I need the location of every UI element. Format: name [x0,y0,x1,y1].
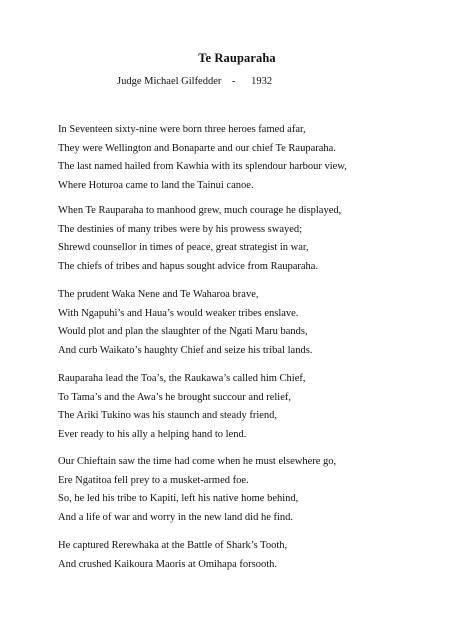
poem-line: And a life of war and worry in the new land did he find. [58,512,294,524]
poem-line: He captured Rerewhaka at the Battle of Shark’s Tooth, [58,540,288,551]
poem-year: 1932 [251,76,273,87]
poem-line: Would plot and plan the slaughter of the Ngati Maru bands, [58,326,308,338]
author-name: Judge Michael Gilfedder [117,76,222,87]
stanza-3 [58,286,458,361]
poem-line: To Tama’s and the Awa’s he brought succour and relief, [58,391,291,403]
stanza-1 [58,121,458,196]
poem-title: Te Rauparaha [198,51,276,65]
poem-line: And crushed Kaikoura Maoris at Omihapa forsooth. [58,558,277,570]
poem-line: They were Wellington and Bonaparte and our chief Te Rauparaha. [58,142,336,154]
stanza-4 [58,370,458,445]
poem-line: So, he led his tribe to Kapiti, left his native home behind, [58,493,299,505]
poem-line: Ever ready to his ally a helping hand to lend. [58,429,247,441]
stanza-5 [58,453,458,528]
poem-line: Rauparaha lead the Toa’s, the Raukawa’s called him Chief, [58,373,306,384]
poem-line: And curb Waikato’s haughty Chief and seize his tribal lands. [58,345,313,357]
stanza-2 [58,202,458,277]
byline-separator: - [231,76,236,87]
poem-line: The prudent Waka Nene and Te Waharoa brave, [58,289,259,300]
poem-line: With Ngapuhi’s and Haua’s would weaker tribes enslave. [58,307,299,319]
poem-line: Where Hoturoa came to land the Tainui canoe. [58,180,254,192]
poem-line: The Ariki Tukino was his staunch and steady friend, [58,410,278,422]
poem-line: Our Chieftain saw the time had come when he must elsewhere go, [58,456,337,467]
poem-line: The chiefs of tribes and hapus sought advice from Rauparaha. [58,261,319,273]
poem-line: Shrewd counsellor in times of peace, great strategist in war, [58,242,309,254]
poem-line: Ere Ngatitoa fell prey to a musket-armed foe. [58,474,249,486]
poem-line: When Te Rauparaha to manhood grew, much courage he displayed, [58,205,342,216]
stanza-6 [58,537,458,574]
poem-line: In Seventeen sixty-nine were born three heroes famed afar, [58,124,306,135]
poem-byline [117,76,272,87]
poem-line: The destinies of many tribes were by his prowess swayed; [58,223,303,235]
poem-line: The last named hailed from Kawhia with its splendour harbour view, [58,161,347,173]
